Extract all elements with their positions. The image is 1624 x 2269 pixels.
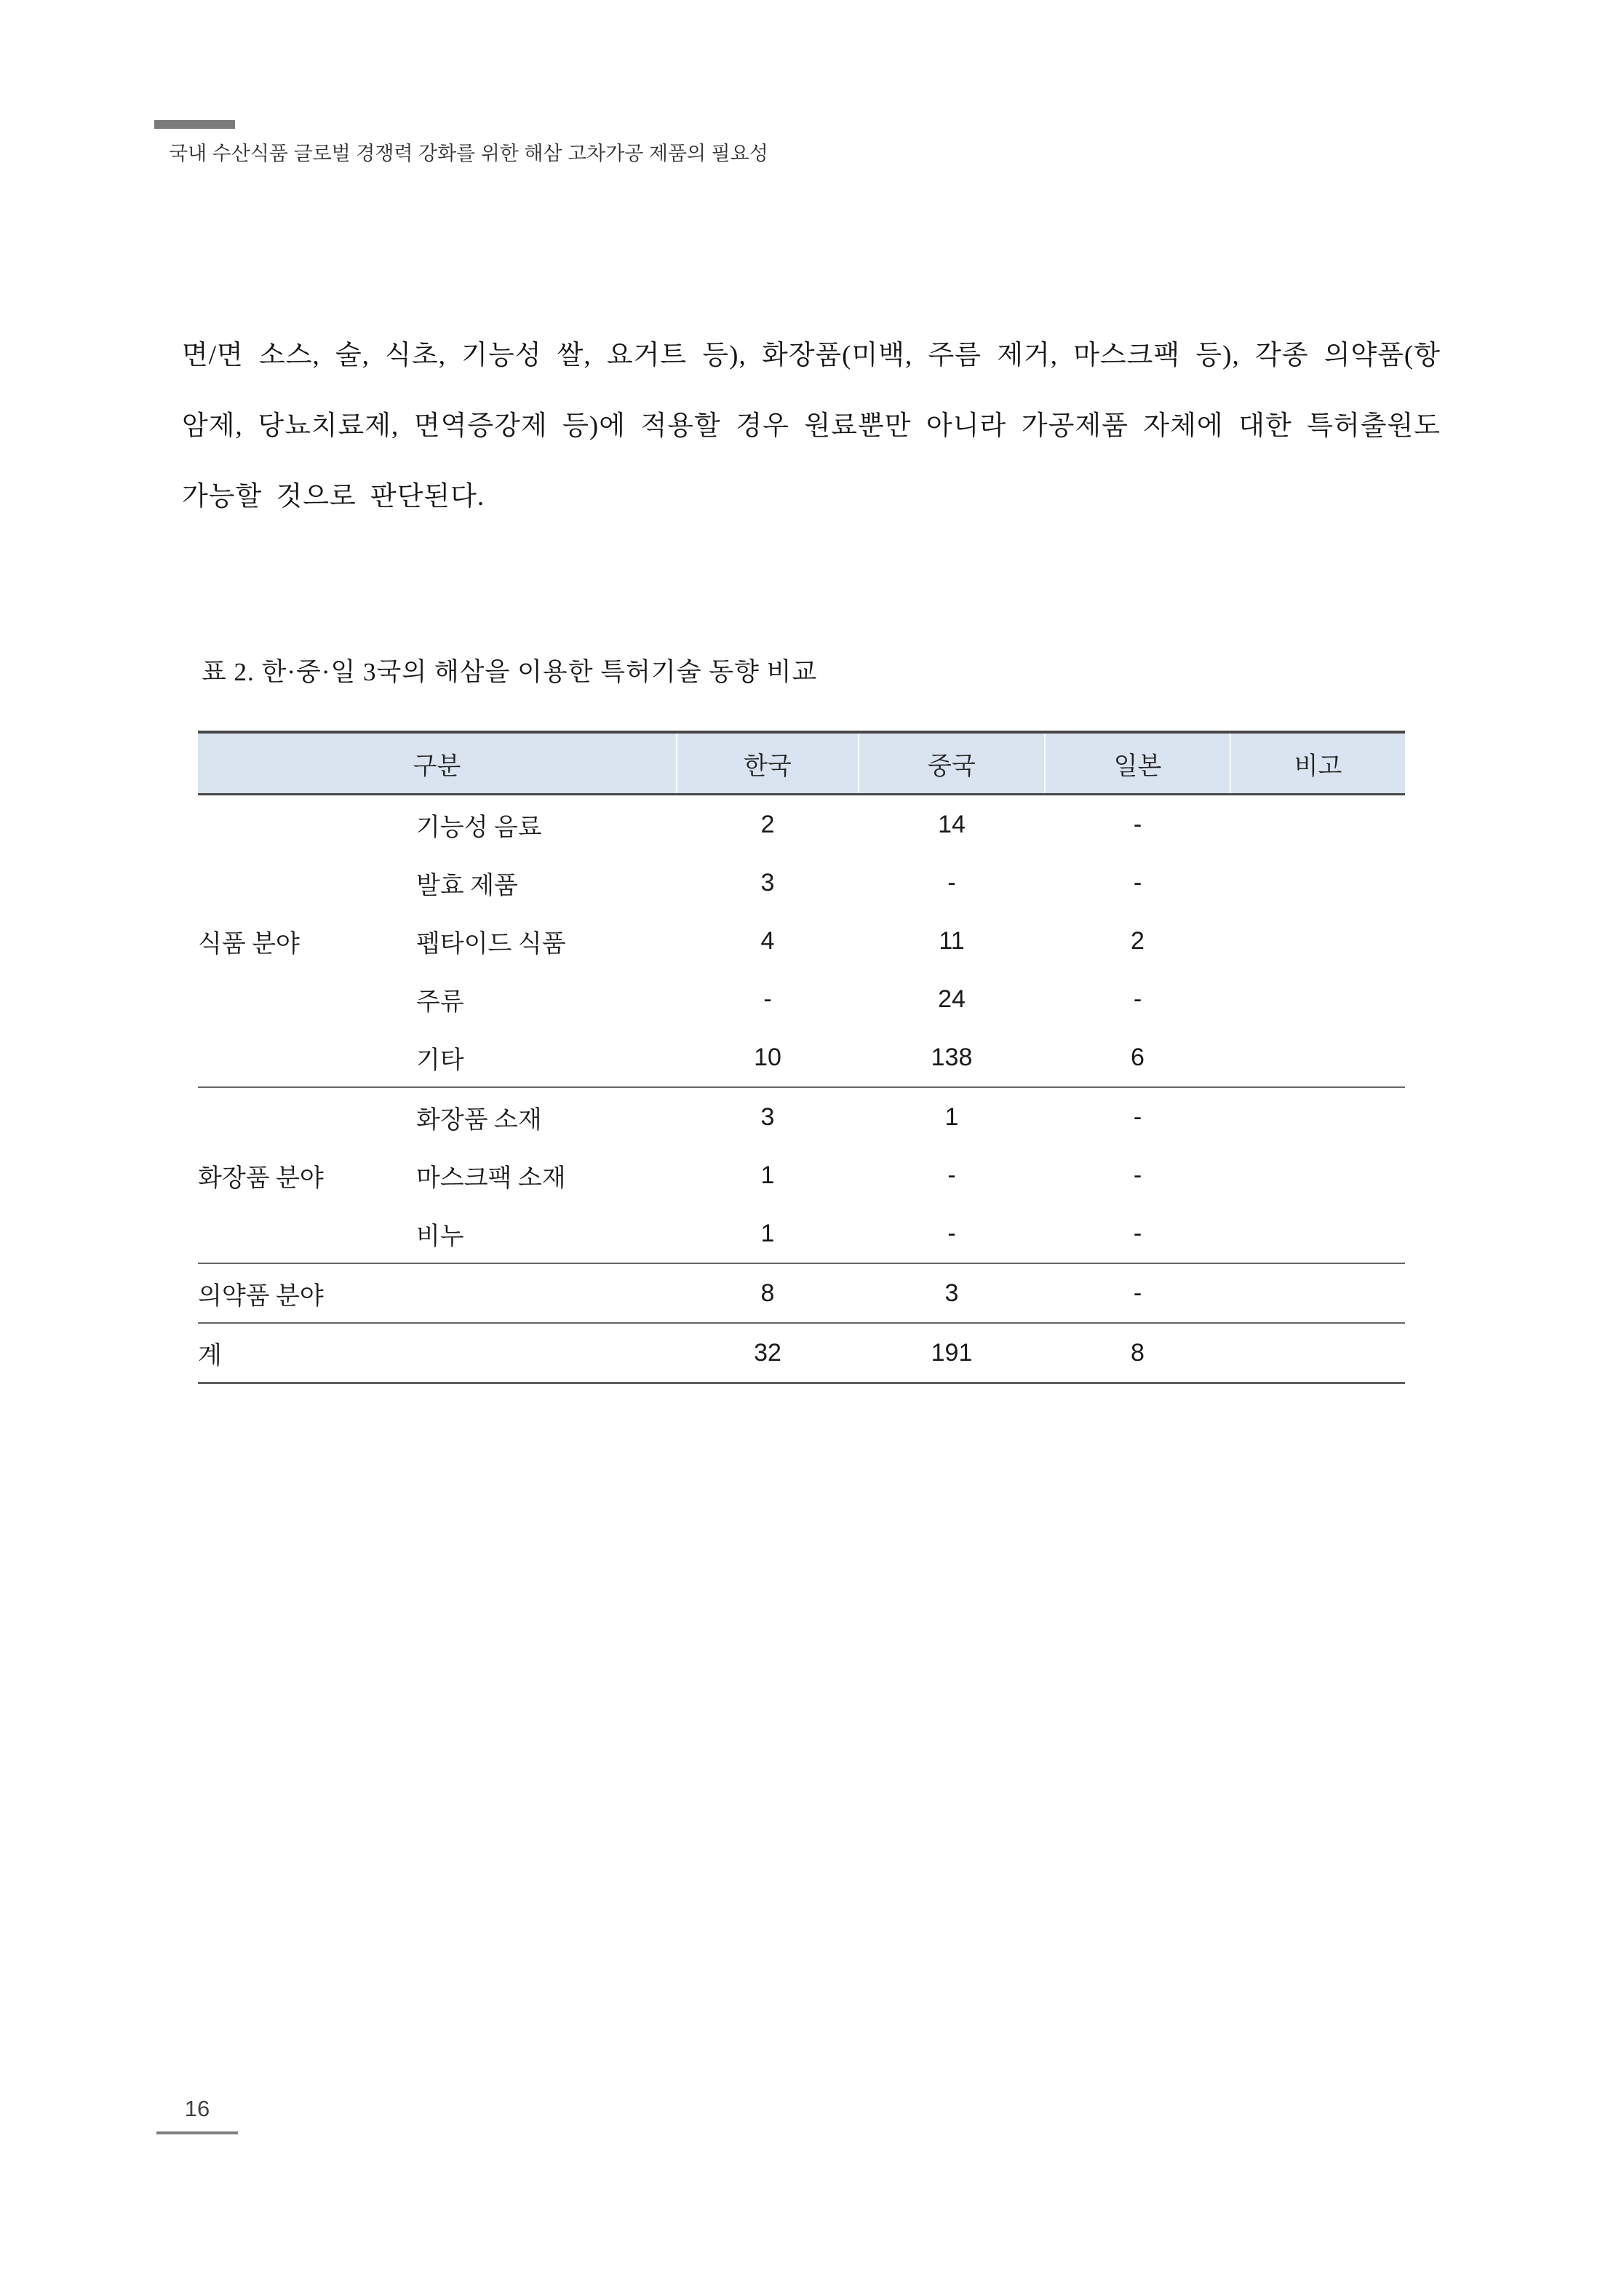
column-header-category: 구분 (198, 732, 677, 795)
value-cell-cn: 3 (859, 1263, 1045, 1323)
column-header-korea: 한국 (677, 732, 859, 795)
value-cell-kr: 2 (760, 810, 775, 838)
value-cell-note (1230, 970, 1405, 1028)
table-row (198, 795, 1405, 854)
value-cell-cn: - (947, 1219, 956, 1247)
item-label-cell: 기타 (416, 1046, 464, 1074)
value-cell-note (1230, 795, 1405, 854)
value-cell-note (1230, 1028, 1405, 1087)
item-label-cell: 비누 (416, 1223, 464, 1250)
value-cell-kr: - (763, 985, 772, 1013)
value-cell-note (1230, 1323, 1405, 1383)
item-label-cell: 화장품 소재 (416, 1087, 677, 1146)
value-cell-note (1230, 912, 1405, 970)
value-cell-jp: - (1133, 810, 1142, 838)
item-label-cell: 펩타이드 식품 (416, 930, 566, 958)
column-header-china: 중국 (859, 732, 1045, 795)
value-cell-jp: - (1133, 868, 1142, 897)
value-cell-note (1230, 1087, 1405, 1146)
value-cell-kr: 32 (677, 1323, 859, 1383)
item-label-cell: 기능성 음료 (416, 814, 542, 841)
value-cell-note (1230, 1146, 1405, 1204)
column-header-note: 비고 (1230, 732, 1405, 795)
patent-trend-table (198, 731, 1405, 1384)
value-cell-kr: 4 (760, 926, 775, 955)
value-cell-cn: 14 (938, 810, 966, 838)
value-cell-kr: 3 (760, 868, 775, 897)
page-number: 16 (156, 2096, 238, 2134)
value-cell-cn: 11 (939, 926, 965, 955)
value-cell-jp: 8 (1045, 1323, 1230, 1383)
value-cell-jp: 2 (1131, 926, 1145, 955)
value-cell-kr: 3 (677, 1087, 859, 1146)
group-label-cell: 식품 분야 (198, 930, 300, 958)
value-cell-jp: - (1133, 1219, 1142, 1247)
table-caption: 표 2. 한·중·일 3국의 해삼을 이용한 특허기술 동향 비교 (202, 658, 818, 686)
table-row (198, 1323, 1405, 1383)
value-cell-kr: 8 (677, 1263, 859, 1323)
value-cell-note (1230, 1204, 1405, 1263)
header-accent-bar (154, 120, 235, 129)
value-cell-kr: 1 (760, 1161, 775, 1189)
value-cell-jp: - (1133, 985, 1142, 1013)
group-label-cell: 화장품 분야 (198, 1087, 416, 1263)
value-cell-note (1230, 1263, 1405, 1323)
value-cell-cn: 191 (859, 1323, 1045, 1383)
value-cell-jp: - (1045, 1087, 1230, 1146)
value-cell-cn: - (947, 1161, 956, 1189)
value-cell-cn: 1 (859, 1087, 1045, 1146)
item-label-cell: 발효 제품 (416, 872, 518, 899)
value-cell-kr: 1 (760, 1219, 775, 1247)
column-header-japan: 일본 (1045, 732, 1230, 795)
group-label-cell: 계 (198, 1323, 677, 1383)
patent-table-body (198, 795, 1405, 1383)
value-cell-jp: 6 (1131, 1043, 1145, 1071)
item-label-cell: 마스크팩 소재 (416, 1164, 566, 1192)
item-label-cell: 주류 (416, 988, 464, 1016)
value-cell-note (1230, 854, 1405, 912)
value-cell-jp: - (1045, 1263, 1230, 1323)
table-row (198, 1263, 1405, 1323)
table-header-row (198, 732, 1405, 795)
running-header-title: 국내 수산식품 글로벌 경쟁력 강화를 위한 해삼 고차가공 제품의 필요성 (169, 143, 768, 164)
value-cell-kr: 10 (754, 1043, 781, 1071)
value-cell-cn: 24 (938, 985, 966, 1013)
body-paragraph: 면/면 소스, 술, 식초, 기능성 쌀, 요거트 등), 화장품(미백, 주름 제거, 마스크팩 등), 각종 의약품(항암제, 당뇨치료제, 면역증강제 등)에 적용할 경우 원료뿐만 아니라 가공제품 자체에 대한 특허출원도 가능할 것으로 판단된다. (182, 341, 1441, 512)
group-label-cell: 의약품 분야 (198, 1263, 677, 1323)
value-cell-cn: 138 (931, 1043, 973, 1071)
value-cell-cn: - (947, 868, 956, 897)
table-row (198, 1087, 1405, 1146)
value-cell-jp: - (1133, 1161, 1142, 1189)
